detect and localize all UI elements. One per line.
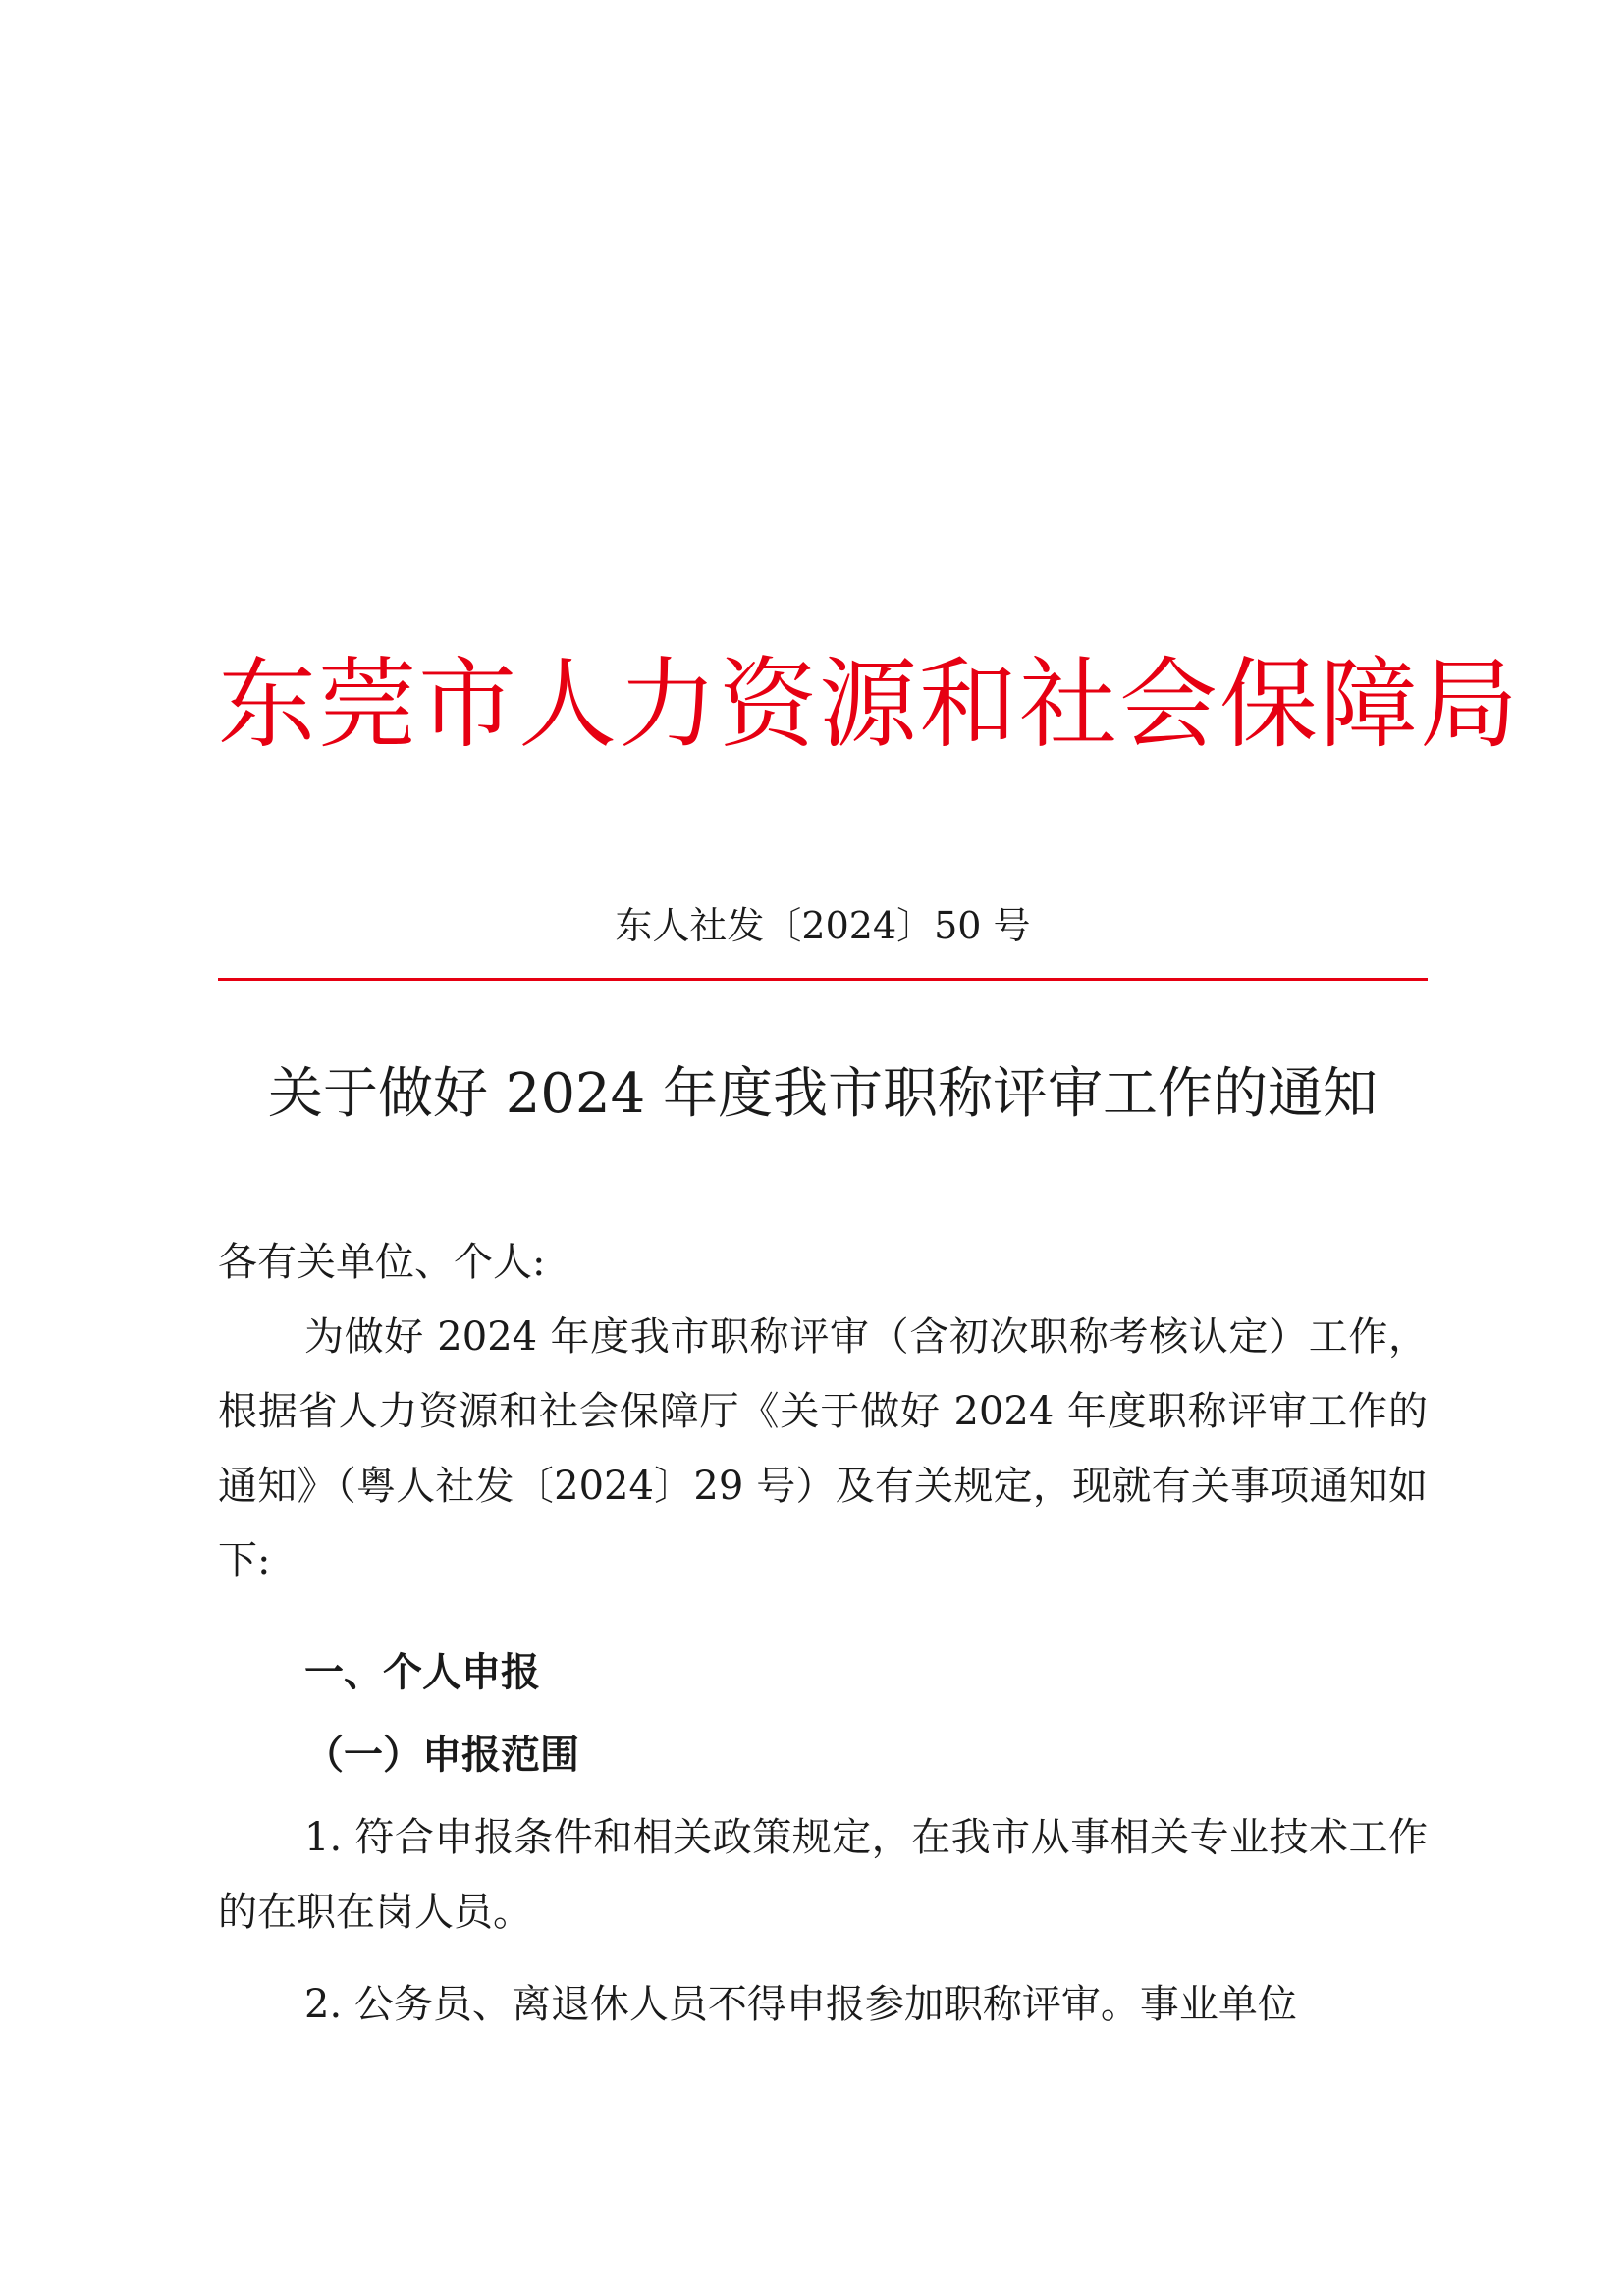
red-divider-line bbox=[218, 978, 1428, 981]
section-heading-personal-application: 一、个人申报 bbox=[304, 1650, 540, 1695]
list-item-2: 2. 公务员、离退休人员不得申报参加职称评审。事业单位 bbox=[304, 1982, 1297, 2027]
issuer-title: 东莞市人力资源和社会保障局 bbox=[218, 647, 1520, 762]
notice-title: 关于做好 2024 年度我市职称评审工作的通知 bbox=[267, 1062, 1379, 1126]
document-number: 东人社发〔2024〕50 号 bbox=[615, 904, 1031, 947]
list-item-1: 1. 符合申报条件和相关政策规定，在我市从事相关专业技术工作的在职在岗人员。 bbox=[218, 1815, 1428, 1935]
salutation: 各有关单位、个人: bbox=[218, 1240, 546, 1285]
subsection-heading-application-scope: （一）申报范围 bbox=[304, 1733, 579, 1778]
intro-paragraph: 为做好 2024 年度我市职称评审（含初次职称考核认定）工作，根据省人力资源和社会保障厅《关于做好 2024 年度职称评审工作的通知》（粤人社发〔2024〕29 号）及有关规定，现就有关事项通知如下: bbox=[218, 1314, 1428, 1583]
